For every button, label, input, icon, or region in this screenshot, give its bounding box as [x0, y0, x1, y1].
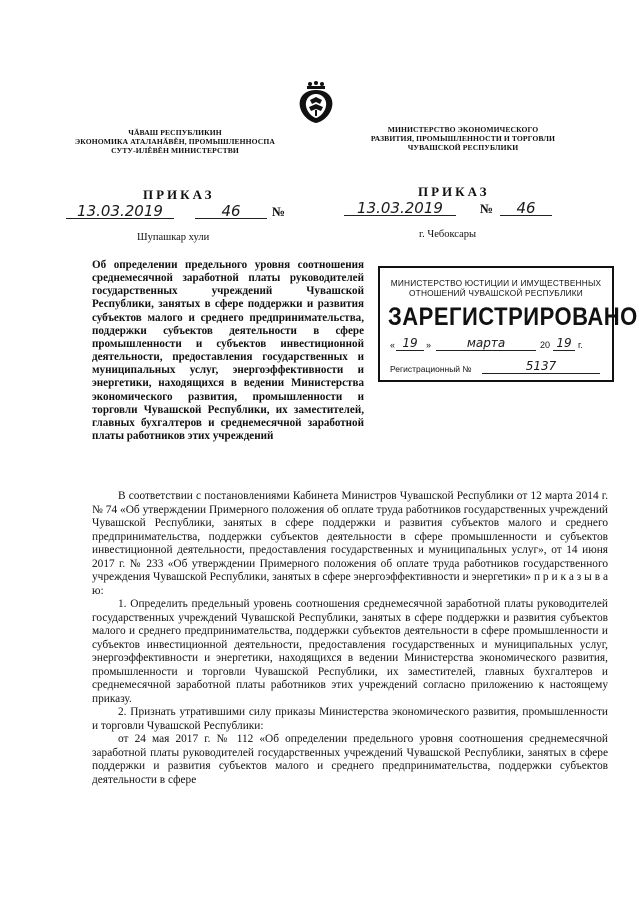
header-left-line2: ЭКОНОМИКА АТАЛАНĂВĔН, ПРОМЫШЛЕННОСПА	[75, 137, 275, 146]
stamp-year-prefix: 20	[540, 340, 551, 350]
stamp-month: марта	[436, 336, 536, 351]
header-right-line3: ЧУВАШСКОЙ РЕСПУБЛИКИ	[407, 143, 519, 152]
order-right-number: 46	[500, 199, 552, 216]
stamp-line1: МИНИСТЕРСТВО ЮСТИЦИИ И ИМУЩЕСТВЕННЫХ	[390, 278, 602, 288]
body-paragraph-3: 2. Признать утратившими силу приказы Министерства экономического развития, промышленности и торговли Чувашской Республики:	[92, 706, 608, 732]
header-left-line3: СУТУ-ИЛĔВĔН МИНИСТЕРСТВИ	[111, 146, 239, 155]
stamp-reg-number: 5137	[482, 359, 600, 374]
order-left-num-sign: №	[272, 204, 286, 219]
order-left-date: 13.03.2019	[66, 202, 174, 219]
body-paragraph-4: от 24 мая 2017 г. № 112 «Об определении предельного уровня соотношения среднемесячной заработной платы руководителей государственных учреждений Чувашской Республики, занятых в сфере поддержки и развития субъектов малого и среднего предпринимательства, поддержки субъектов деятельности в сфере	[92, 733, 608, 786]
document-title-text: Об определении предельного уровня соотношения среднемесячной заработной платы руководителей государственных учреждений Чувашской Республики, занятых в сфере поддержки и развития субъектов малого и среднего предпринимательства, поддержки субъектов деятельности в сфере промышленности и субъектов инвестиционной деятельности, предоставления государственных и муниципальных услуг, энергоэффективности и энергетики, находящихся в ведении Министерства экономического развития, промышленности и торговли Чувашской Республики, их заместителей, главных бухгалтеров и среднемесячной заработной платы работников этих учреждений	[92, 259, 364, 443]
header-left-line1: ЧĂВАШ РЕСПУБЛИКИН	[128, 128, 222, 137]
order-left-city: Шупашкар хули	[137, 232, 210, 243]
document-title	[92, 259, 364, 443]
stamp-header	[380, 278, 612, 298]
order-right-date: 13.03.2019	[344, 199, 456, 216]
registration-stamp	[378, 266, 638, 382]
body-paragraph-2: 1. Определить предельный уровень соотношения среднемесячной заработной платы руководителей государственных учреждений Чувашской Республики, занятых в сфере поддержки и развития субъектов малого и среднего предпринимательства, поддержки субъектов деятельности в сфере промышленности и субъектов инвестиционной деятельности, предоставления государственных и муниципальных услуг, энергоэффективности и энергетики, находящихся в ведении Министерства экономического развития, промышленности и торговли Чувашской Республики, их заместителей, главных бухгалтеров и среднемесячной заработной платы работников этих учреждений согласно приложению к настоящему приказу.	[92, 598, 608, 705]
header-right-line2: РАЗВИТИЯ, ПРОМЫШЛЕННОСТИ И ТОРГОВЛИ	[370, 134, 556, 143]
stamp-line2: ОТНОШЕНИЙ ЧУВАШСКОЙ РЕСПУБЛИКИ	[409, 288, 583, 298]
header-left	[60, 128, 290, 155]
order-right-num-sign: №	[480, 201, 494, 216]
stamp-year-unit: г.	[578, 340, 583, 350]
stamp-reg-label: Регистрационный №	[390, 364, 472, 374]
header-right-line1: МИНИСТЕРСТВО ЭКОНОМИЧЕСКОГО	[387, 125, 539, 134]
stamp-date: « 19 » марта 20 19 г.	[390, 336, 583, 350]
stamp-day: 19	[396, 336, 424, 351]
order-left-number: 46	[195, 202, 267, 219]
stamp-year-suffix: 19	[553, 336, 575, 351]
stamp-registered: ЗАРЕГИСТРИРОВАНО	[388, 302, 638, 331]
header-right	[348, 125, 578, 152]
order-left-label: ПРИКАЗ	[143, 187, 215, 202]
body-paragraph-1: В соответствии с постановлениями Кабинета Министров Чувашской Республики от 12 марта 2014 г. № 74 «Об утверждении Примерного положения об оплате труда работников государственных учреждений Чувашской Республики, занятых в сфере поддержки и развития субъектов малого и среднего предпринимательства, поддержки субъектов деятельности в сфере промышленности и субъектов инвестиционной деятельности, предоставления государственных и муниципальных услуг», от 14 июня 2017 г. № 233 «Об утверждении Примерного положения об оплате труда работников государственного учреждения Чувашской Республики, занятых в сфере энергоэффективности и энергетики» п р и к а з ы в а ю:	[92, 490, 608, 597]
order-right-label: ПРИКАЗ	[418, 184, 490, 199]
order-right-city: г. Чебоксары	[419, 229, 477, 240]
stamp-registration	[390, 359, 606, 378]
coat-of-arms-icon	[296, 80, 336, 124]
document-body	[92, 490, 608, 787]
